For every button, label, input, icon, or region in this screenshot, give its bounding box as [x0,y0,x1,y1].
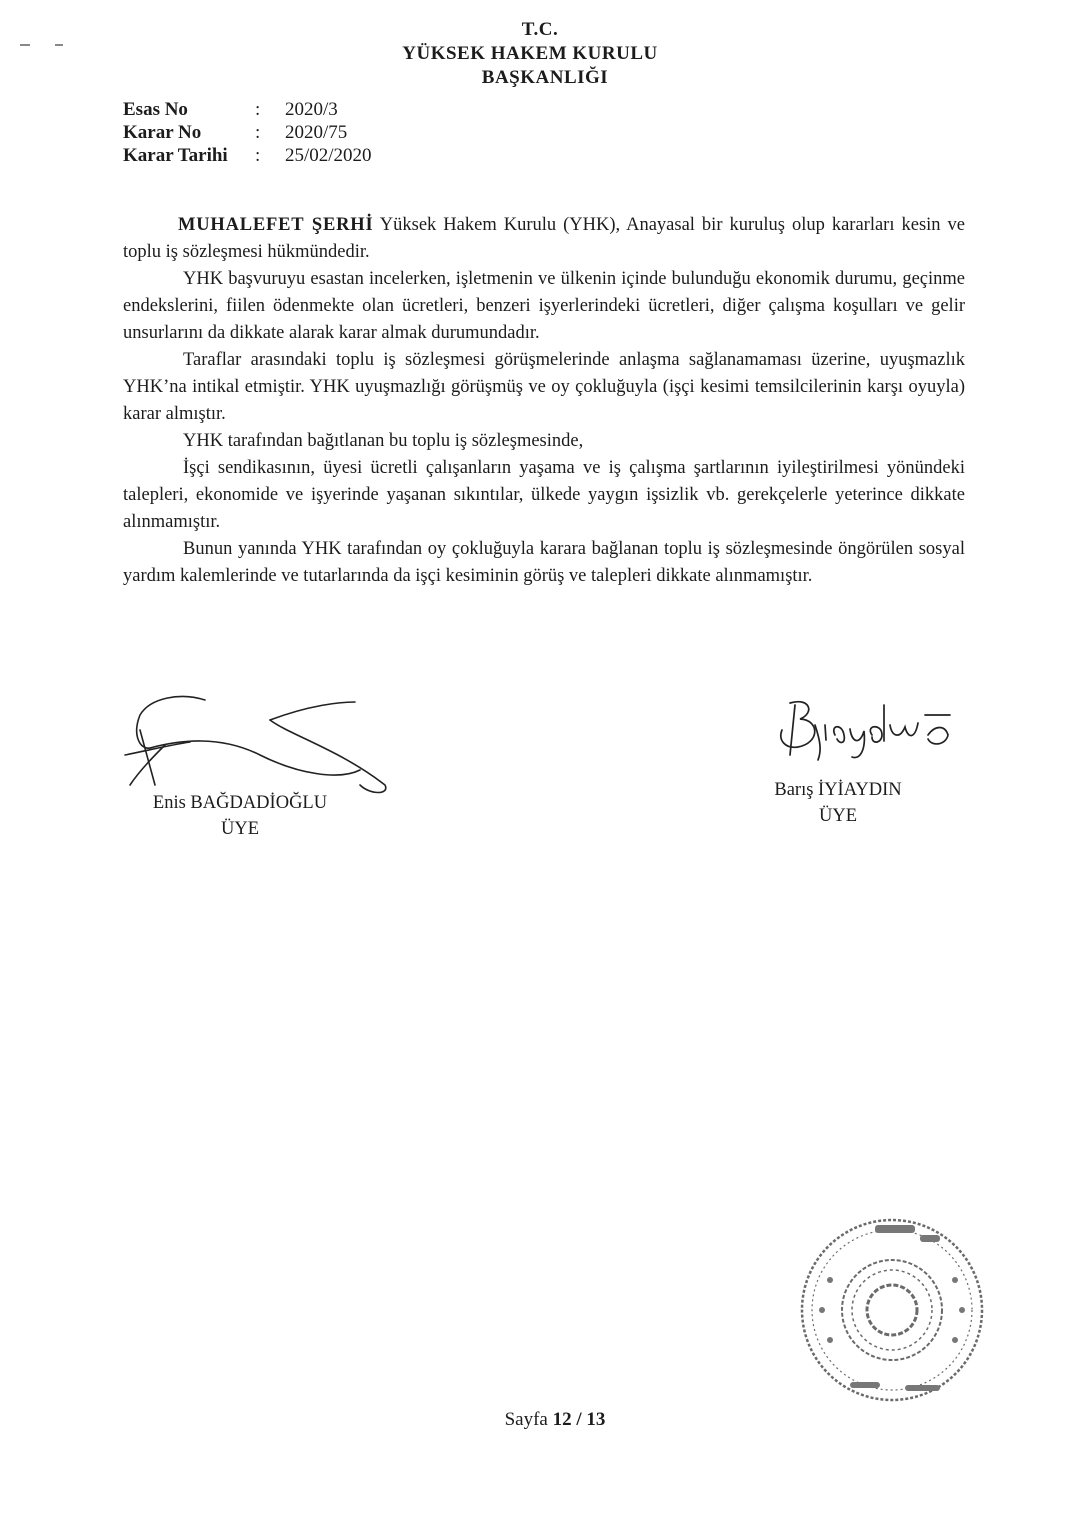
meta-separator: : [255,121,261,143]
document-header [0,18,1080,90]
meta-label: Karar No [123,121,202,143]
signatory-title: ÜYE [818,806,858,826]
header-office: BAŞKANLIĞI [481,67,609,88]
meta-value: 2020/3 [285,98,338,120]
signatory-title: ÜYE [220,819,260,839]
dissent-heading: MUHALEFET ŞERHİ [178,215,374,235]
paragraph [123,212,965,266]
page-footer [0,1409,1080,1431]
meta-row-esas [123,98,372,121]
paragraph: Bunun yanında YHK tarafından oy çokluğuyla karara bağlanan toplu iş sözleşmesinde öngörülen sosyal yardım kalemlerinde ve tutarlarında da işçi kesiminin görüş ve talepleri dikkate alınmamıştır. [123,539,965,586]
meta-value: 2020/75 [285,121,348,143]
header-institution: YÜKSEK HAKEM KURULU [402,43,658,64]
dissent-body [123,212,965,590]
paragraph: YHK başvuruyu esastan incelerken, işletmenin ve ülkenin içinde bulunduğu ekonomik durumu, geçinme endekslerini, fiilen ödenmekte olan ücretleri, benzeri işyerlerindeki ücretleri, diğer çalışma koşulları ve gelir unsurlarını da dikkate alarak karar almak durumundadır. [123,269,965,343]
paragraph: YHK tarafından bağıtlanan bu toplu iş sözleşmesinde, [183,431,584,451]
meta-label: Karar Tarihi [123,144,228,166]
paragraph: İşçi sendikasının, üyesi ücretli çalışanların yaşama ve iş çalışma şartlarının iyileştirilmesi yönündeki talepleri, ekonomide ve işyerinde yaşanan sıkıntılar, ülkede yaygın işsizlik vb. gerekçelerle yeterince dikkate alınmamıştır. [123,458,965,532]
signature-left-block [130,790,350,842]
meta-row-tarih [123,144,372,167]
signature-right-image [760,695,960,765]
signatory-name: Enis BAĞDADİOĞLU [152,793,328,813]
signature-left-image [110,690,400,800]
case-metadata [123,98,372,167]
meta-separator: : [255,98,261,120]
meta-label: Esas No [123,98,188,120]
page-number: 12 / 13 [552,1409,606,1430]
signatory-name: Barış İYİAYDIN [774,780,902,800]
meta-row-karar [123,121,372,144]
signature-right-block [748,777,928,829]
paragraph-text: Yüksek Hakem Kurulu (YHK), Anayasal bir kuruluş olup kararları kesin ve toplu iş sözleşmesi hükmündedir. [123,215,965,262]
meta-separator: : [255,144,261,166]
meta-value: 25/02/2020 [285,144,372,166]
paragraph: Taraflar arasındaki toplu iş sözleşmesi görüşmelerinde anlaşma sağlanamaması üzerine, uyuşmazlık YHK’na intikal etmiştir. YHK uyuşmazlığı görüşmüş ve oy çokluğuyla (işçi kesimi temsilcilerinin karşı oyuyla) karar almıştır. [123,350,965,424]
header-country: T.C. [521,19,559,40]
footer-prefix: Sayfa [504,1409,548,1430]
official-seal [790,1210,995,1415]
